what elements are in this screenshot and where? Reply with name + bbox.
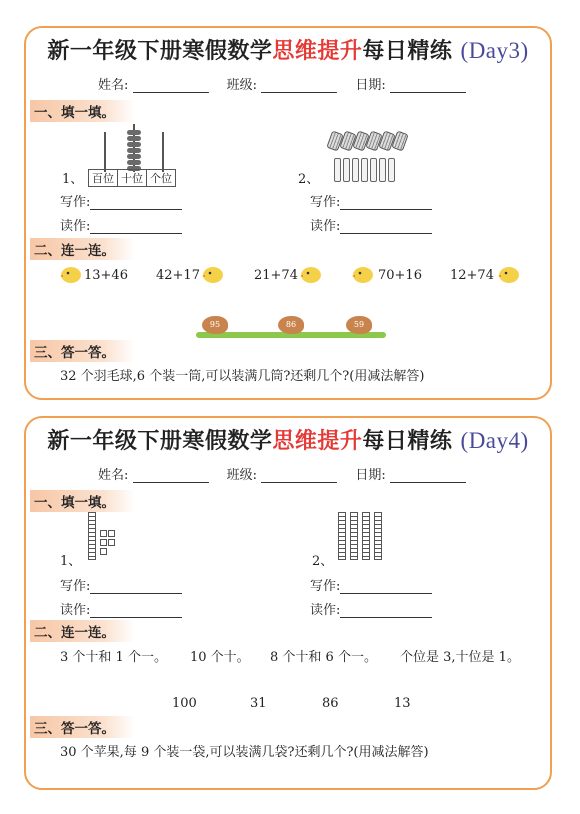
worksheet-title: 新一年级下册寒假数学思维提升每日精练 (Day4) — [47, 428, 529, 454]
worksheet-title: 新一年级下册寒假数学思维提升每日精练 (Day3) — [47, 38, 529, 64]
read-answer-q2[interactable] — [340, 605, 432, 618]
expression-3[interactable]: 21+74 — [254, 268, 298, 283]
number-3[interactable]: 86 — [322, 696, 339, 711]
section-match: 二、连一连。 — [30, 620, 135, 642]
read-row-q2: 读作: — [310, 599, 432, 618]
worksheet-day4 — [24, 416, 552, 790]
question-1-number: 1、 — [60, 554, 82, 569]
date-field[interactable] — [390, 78, 466, 93]
hen-2[interactable]: 86 — [278, 316, 304, 334]
chick-icon — [300, 264, 322, 284]
word-problem: 30 个苹果,每 9 个装一袋,可以装满几袋?还剩几个?(用减法解答) — [60, 745, 429, 760]
description-3[interactable]: 8 个十和 6 个一。 — [270, 650, 377, 665]
number-1[interactable]: 100 — [172, 696, 197, 711]
expression-5[interactable]: 12+74 — [450, 268, 494, 283]
description-1[interactable]: 3 个十和 1 个一。 — [60, 650, 167, 665]
question-1-number: 1、 — [62, 172, 84, 187]
number-2[interactable]: 31 — [250, 696, 267, 711]
read-row-q1: 读作: — [60, 599, 182, 618]
place-ones: 个位 — [150, 172, 172, 185]
write-row-q2: 写作: — [310, 191, 432, 210]
word-problem: 32 个羽毛球,6 个装一筒,可以装满几筒?还剩几个?(用减法解答) — [60, 369, 425, 384]
description-4[interactable]: 个位是 3,十位是 1。 — [400, 650, 520, 665]
class-label: 班级: — [226, 78, 258, 93]
place-value-labels — [88, 169, 176, 187]
worksheet-day3 — [24, 26, 552, 400]
section-match: 二、连一连。 — [30, 238, 135, 260]
name-label: 姓名: — [98, 468, 129, 483]
chick-icon — [202, 264, 224, 284]
chick-icon — [60, 264, 82, 284]
section-answer: 三、答一答。 — [30, 340, 135, 362]
student-info-row — [98, 464, 466, 483]
section-answer: 三、答一答。 — [30, 716, 135, 738]
date-label: 日期: — [355, 468, 386, 483]
name-field[interactable] — [133, 468, 209, 483]
write-row-q1: 写作: — [60, 191, 182, 210]
class-field[interactable] — [261, 468, 337, 483]
date-field[interactable] — [390, 468, 466, 483]
hen-1[interactable]: 95 — [202, 316, 228, 334]
question-2-number: 2、 — [312, 554, 334, 569]
place-tens: 十位 — [118, 170, 147, 186]
number-4[interactable]: 13 — [394, 696, 411, 711]
class-field[interactable] — [261, 78, 337, 93]
description-2[interactable]: 10 个十。 — [190, 650, 250, 665]
read-answer-q1[interactable] — [90, 605, 182, 618]
question-2-number: 2、 — [298, 172, 320, 187]
write-answer-q1[interactable] — [90, 197, 182, 210]
read-answer-q2[interactable] — [340, 221, 432, 234]
read-row-q1: 读作: — [60, 215, 182, 234]
hen-3[interactable]: 59 — [346, 316, 372, 334]
read-row-q2: 读作: — [310, 215, 432, 234]
write-row-q2: 写作: — [310, 575, 432, 594]
chick-icon — [498, 264, 520, 284]
place-hundreds: 百位 — [89, 170, 118, 186]
expression-1[interactable]: 13+46 — [84, 268, 128, 283]
name-field[interactable] — [133, 78, 209, 93]
write-answer-q1[interactable] — [90, 581, 182, 594]
section-fill-in: 一、填一填。 — [30, 100, 135, 122]
expression-4[interactable]: 70+16 — [378, 268, 422, 283]
write-answer-q2[interactable] — [340, 581, 432, 594]
read-answer-q1[interactable] — [90, 221, 182, 234]
class-label: 班级: — [226, 468, 258, 483]
write-row-q1: 写作: — [60, 575, 182, 594]
section-fill-in: 一、填一填。 — [30, 490, 135, 512]
date-label: 日期: — [355, 78, 386, 93]
chick-icon — [352, 264, 374, 284]
expression-2[interactable]: 42+17 — [156, 268, 200, 283]
write-answer-q2[interactable] — [340, 197, 432, 210]
name-label: 姓名: — [98, 78, 129, 93]
student-info-row — [98, 74, 466, 93]
